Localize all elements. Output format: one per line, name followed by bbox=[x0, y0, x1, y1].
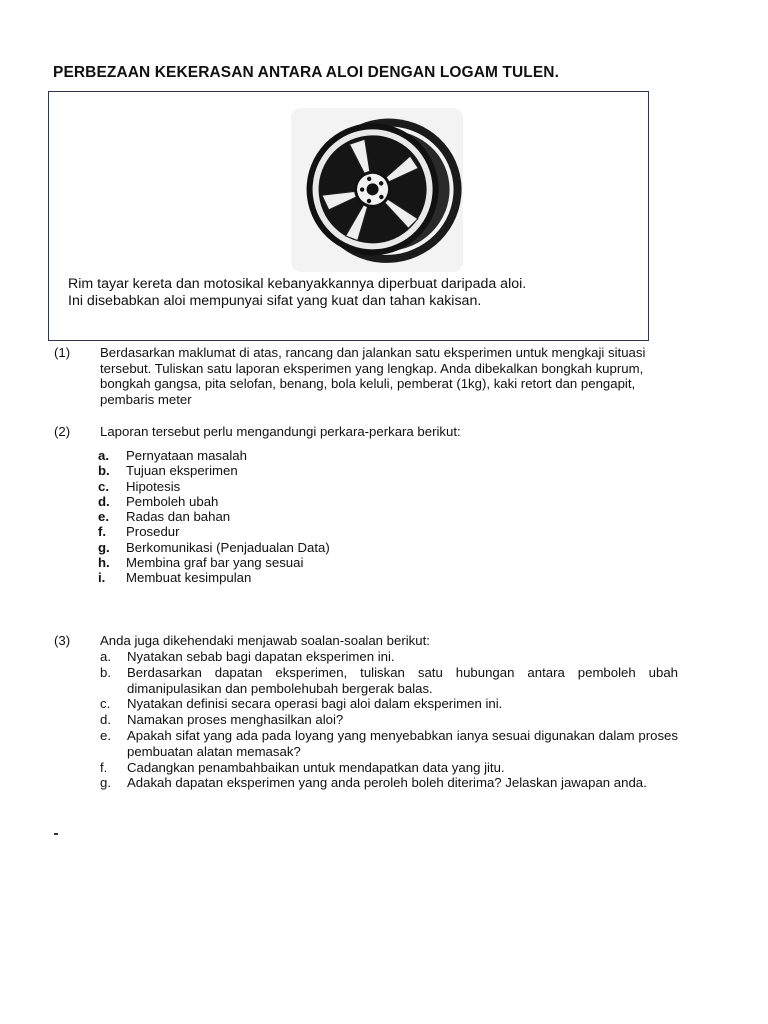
intro-box bbox=[48, 91, 649, 341]
question-2-number: (2) bbox=[54, 424, 71, 439]
intro-line-1: Rim tayar kereta dan motosikal kebanyakkannya diperbuat daripada aloi. bbox=[68, 276, 527, 292]
intro-paragraph bbox=[68, 276, 526, 310]
question-3-text: Anda juga dikehendaki menjawab soalan-soalan berikut: bbox=[100, 633, 430, 648]
question-3-number: (3) bbox=[54, 633, 71, 648]
list-item: f. Cadangkan penambahbaikan untuk mendapatkan data yang jitu. bbox=[100, 759, 505, 775]
list-item: e. Apakah sifat yang ada pada loyang yang menyebabkan ianya sesuai digunakan dalam proses pembuatan alatan memasak? bbox=[100, 727, 678, 759]
questions-list bbox=[0, 649, 768, 791]
question-2-text: Laporan tersebut perlu mengandungi perkara-perkara berikut: bbox=[100, 424, 461, 439]
wheel-rim-icon bbox=[291, 108, 463, 272]
intro-line-2: Ini disebabkan aloi mempunyai sifat yang kuat dan tahan kakisan. bbox=[68, 293, 482, 309]
wheel-rim-picture bbox=[291, 108, 463, 272]
question-1-text: Berdasarkan maklumat di atas, rancang dan jalankan satu eksperimen untuk mengkaji situasi tersebut. Tuliskan satu laporan eksperimen yang lengkap. Anda dibekalkan bongkah kuprum, bongkah gangsa, pita selofan, benang, bola keluli, pemberat (1kg), kaki retort dan pengapit, pembaris meter bbox=[100, 345, 646, 407]
stray-mark bbox=[54, 833, 58, 835]
list-item: g. Adakah dapatan eksperimen yang anda peroleh boleh diterima? Jelaskan jawapan anda. bbox=[100, 775, 647, 791]
list-item: d. Namakan proses menghasilkan aloi? bbox=[100, 712, 344, 728]
list-item: b. Berdasarkan dapatan eksperimen, tuliskan satu hubungan antara pemboleh ubah dimanipulasikan dan pembolehubah bergerak balas. bbox=[100, 664, 678, 696]
page-title: PERBEZAAN KEKERASAN ANTARA ALOI DENGAN LOGAM TULEN. bbox=[53, 64, 559, 81]
list-item: a. Nyatakan sebab bagi dapatan eksperimen ini. bbox=[100, 649, 395, 664]
question-1-number: (1) bbox=[54, 345, 71, 360]
list-item: c. Nyatakan definisi secara operasi bagi aloi dalam eksperimen ini. bbox=[100, 696, 503, 712]
